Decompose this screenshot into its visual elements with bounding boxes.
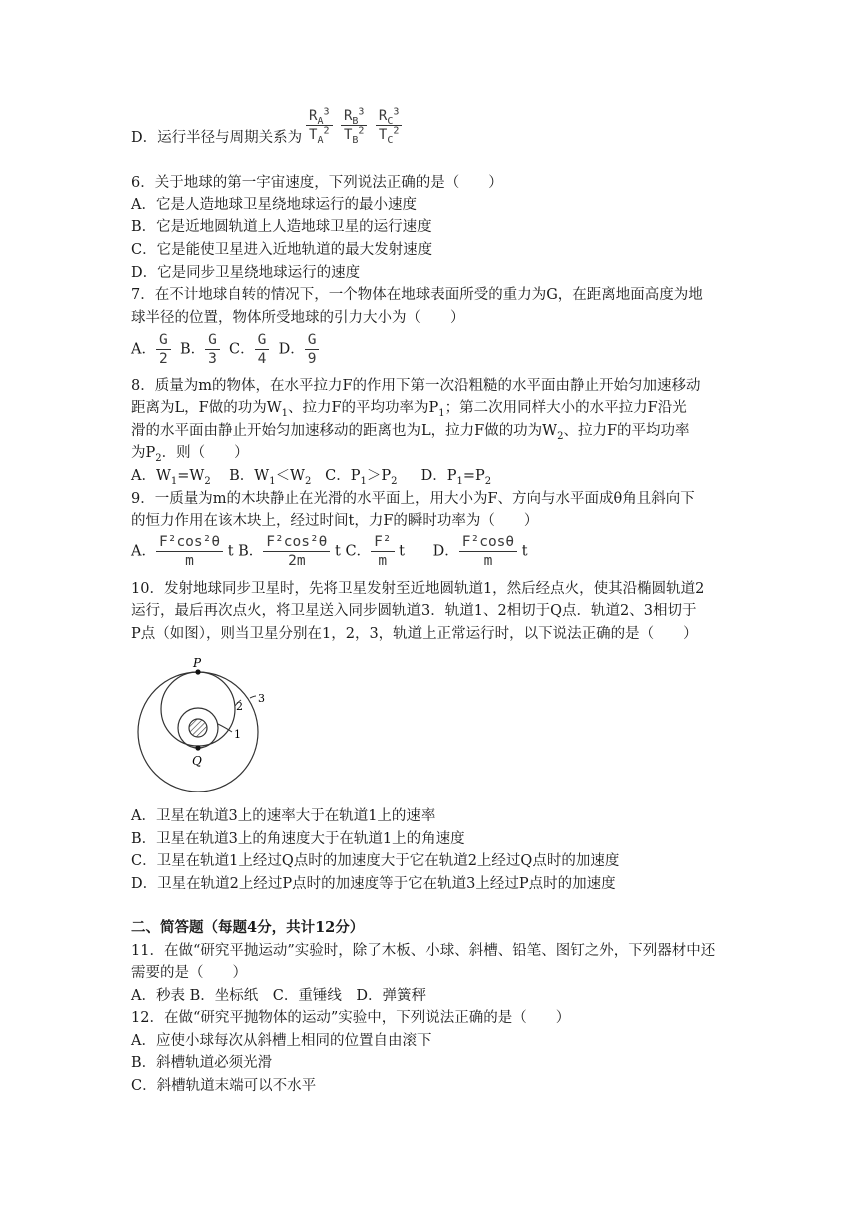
q7-stem-line2: 球半径的位置，物体所受地球的引力大小为（ ） (131, 310, 465, 326)
q10-stem-line1: 10．发射地球同步卫星时，先将卫星发射至近地圆轨道1，然后经点火，使其沿椭圆轨道2 (131, 581, 705, 597)
q6-option-d: D．它是同步卫星绕地球运行的速度 (131, 265, 361, 281)
orbit-3-label: 3 (258, 692, 265, 705)
q8-option-b: B．$W_1<W_2$ (229, 468, 312, 487)
q5-option-d (131, 128, 302, 148)
q11-stem-line1: 11．在做“研究平抛运动”实验时，除了木板、小球、斜槽、铅笔、图钉之外，下列器材中还 (131, 943, 716, 959)
leader-line-3 (250, 696, 256, 698)
q9-option-a-label: A． (131, 543, 156, 560)
q7-option-a-label: A． (131, 341, 156, 358)
q6-option-b: B．它是近地圆轨道上人造地球卫星的运行速度 (131, 219, 432, 235)
q7-option-c-label: C． (229, 341, 255, 358)
q7-option-b-label: B． (179, 341, 206, 358)
q8-stem-line2: 距离为L，F做的功为$W_1$、拉力F的平均功率为$P_1$；第二次用同样大小的水平拉力F沿光 (131, 400, 687, 419)
q5-fraction-c: $\frac{R_C^3}{T_C^2}$ (376, 108, 403, 143)
q8-option-a: A．$W_1=W_2$ (131, 468, 211, 487)
earth-icon (189, 719, 207, 737)
q9-option-d-fraction: $\frac{\text{F²cosθ}}{m}$ (459, 534, 517, 569)
q8-option-c: C．$P_1>P_2$ (325, 468, 398, 487)
q7-options (131, 332, 319, 367)
q9-option-a-fraction: $\frac{\text{F²cos²θ}}{m}$ (156, 534, 223, 569)
q5-option-d-text: D．运行半径与周期关系为 (131, 130, 303, 146)
q8-stem-line4: 为$P_2$．则（ ） (131, 445, 249, 464)
q10-option-b: B．卫星在轨道3上的角速度大于在轨道1上的角速度 (131, 831, 465, 847)
q10-orbit-diagram (128, 652, 273, 792)
q10-option-c: C．卫星在轨道1上经过Q点时的加速度大于它在轨道2上经过Q点时的加速度 (131, 853, 620, 869)
orbit-2-label: 2 (236, 700, 243, 713)
q9-option-b-fraction: $\frac{\text{F²cos²θ}}{2m}$ (263, 534, 330, 569)
q8-options (131, 466, 491, 486)
q6-option-a: A．它是人造地球卫星绕地球运行的最小速度 (131, 197, 417, 213)
q7-option-a-fraction: $\frac{G}{2}$ (156, 332, 171, 367)
q11-stem-line2: 需要的是（ ） (131, 965, 247, 981)
q10-stem-line2: 运行，最后再次点火，将卫星送入同步圆轨道3．轨道1、2相切于Q点．轨道2、3相切于 (131, 603, 697, 619)
q10-option-a: A．卫星在轨道3上的速率大于在轨道1上的速率 (131, 808, 436, 824)
q11-options: A．秒表 B．坐标纸 C．重锤线 D．弹簧秤 (131, 988, 426, 1004)
q8-stem-line1: 8．质量为m的物体，在水平拉力F的作用下第一次沿粗糙的水平面由静止开始匀加速移动 (131, 378, 701, 394)
q7-option-b-fraction: $\frac{G}{3}$ (205, 332, 220, 367)
q9-option-b-label: B． (238, 543, 264, 560)
point-p-label: P (193, 656, 202, 670)
q12-option-b: B．斜槽轨道必须光滑 (131, 1055, 273, 1071)
q9-option-d-label: D． (432, 543, 459, 560)
q8-stem-line3: 滑的水平面由静止开始匀加速移动的距离也为L，拉力F做的功为$W_2$、拉力F的平均功率 (131, 423, 690, 442)
q7-option-d-fraction: $\frac{G}{9}$ (305, 332, 320, 367)
q7-option-c-fraction: $\frac{G}{4}$ (255, 332, 270, 367)
q9-option-c-label: C． (345, 543, 372, 560)
q5-fraction-a: $\frac{R_A^3}{T_A^2}$ (306, 108, 333, 143)
q12-option-c: C．斜槽轨道末端可以不水平 (131, 1078, 317, 1094)
q9-stem-line1: 9．一质量为m的木块静止在光滑的水平面上，用大小为F、方向与水平面成θ角且斜向下 (131, 491, 695, 507)
orbit-1-label: 1 (234, 728, 241, 741)
q6-stem: 6．关于地球的第一宇宙速度，下列说法正确的是（ ） (131, 175, 503, 191)
point-q-dot (195, 745, 200, 750)
section-2-heading: 二、简答题（每题4分，共计12分） (131, 919, 365, 936)
q7-option-d-label: D． (278, 341, 305, 358)
q8-option-d: D．$P_1=P_2$ (420, 468, 492, 487)
q12-stem: 12．在做“研究平抛物体的运动”实验中，下列说法正确的是（ ） (131, 1010, 571, 1026)
q5-kepler-formula (306, 106, 402, 146)
point-p-dot (195, 669, 200, 674)
q9-stem-line2: 的恒力作用在该木块上，经过时间t，力F的瞬时功率为（ ） (131, 513, 539, 529)
q10-stem-line3: P点（如图），则当卫星分别在1，2，3，轨道上正常运行时，以下说法正确的是（ ） (131, 626, 698, 642)
q7-stem-line1: 7．在不计地球自转的情况下，一个物体在地球表面所受的重力为G，在距离地面高度为地 (131, 287, 703, 303)
q9-options: A． $\frac{\text{F²cos²θ}}{m}$ t B． $\frac{\text{F²cos²θ}}{2m}$ t C． $\frac{\text{F²}}{m}$ t D． $\frac{\text{F²cosθ}}{m}$ t (131, 534, 528, 569)
q12-option-a: A．应使小球每次从斜槽上相同的位置自由滚下 (131, 1033, 432, 1049)
point-q-label: Q (192, 754, 202, 768)
q10-option-d: D．卫星在轨道2上经过P点时的加速度等于它在轨道3上经过P点时的加速度 (131, 876, 616, 892)
q6-option-c: C．它是能使卫星进入近地轨道的最大发射速度 (131, 242, 433, 258)
q9-option-c-fraction: $\frac{\text{F²}}{m}$ (371, 534, 394, 569)
q5-fraction-b: $\frac{R_B^3}{T_B^2}$ (341, 108, 368, 143)
